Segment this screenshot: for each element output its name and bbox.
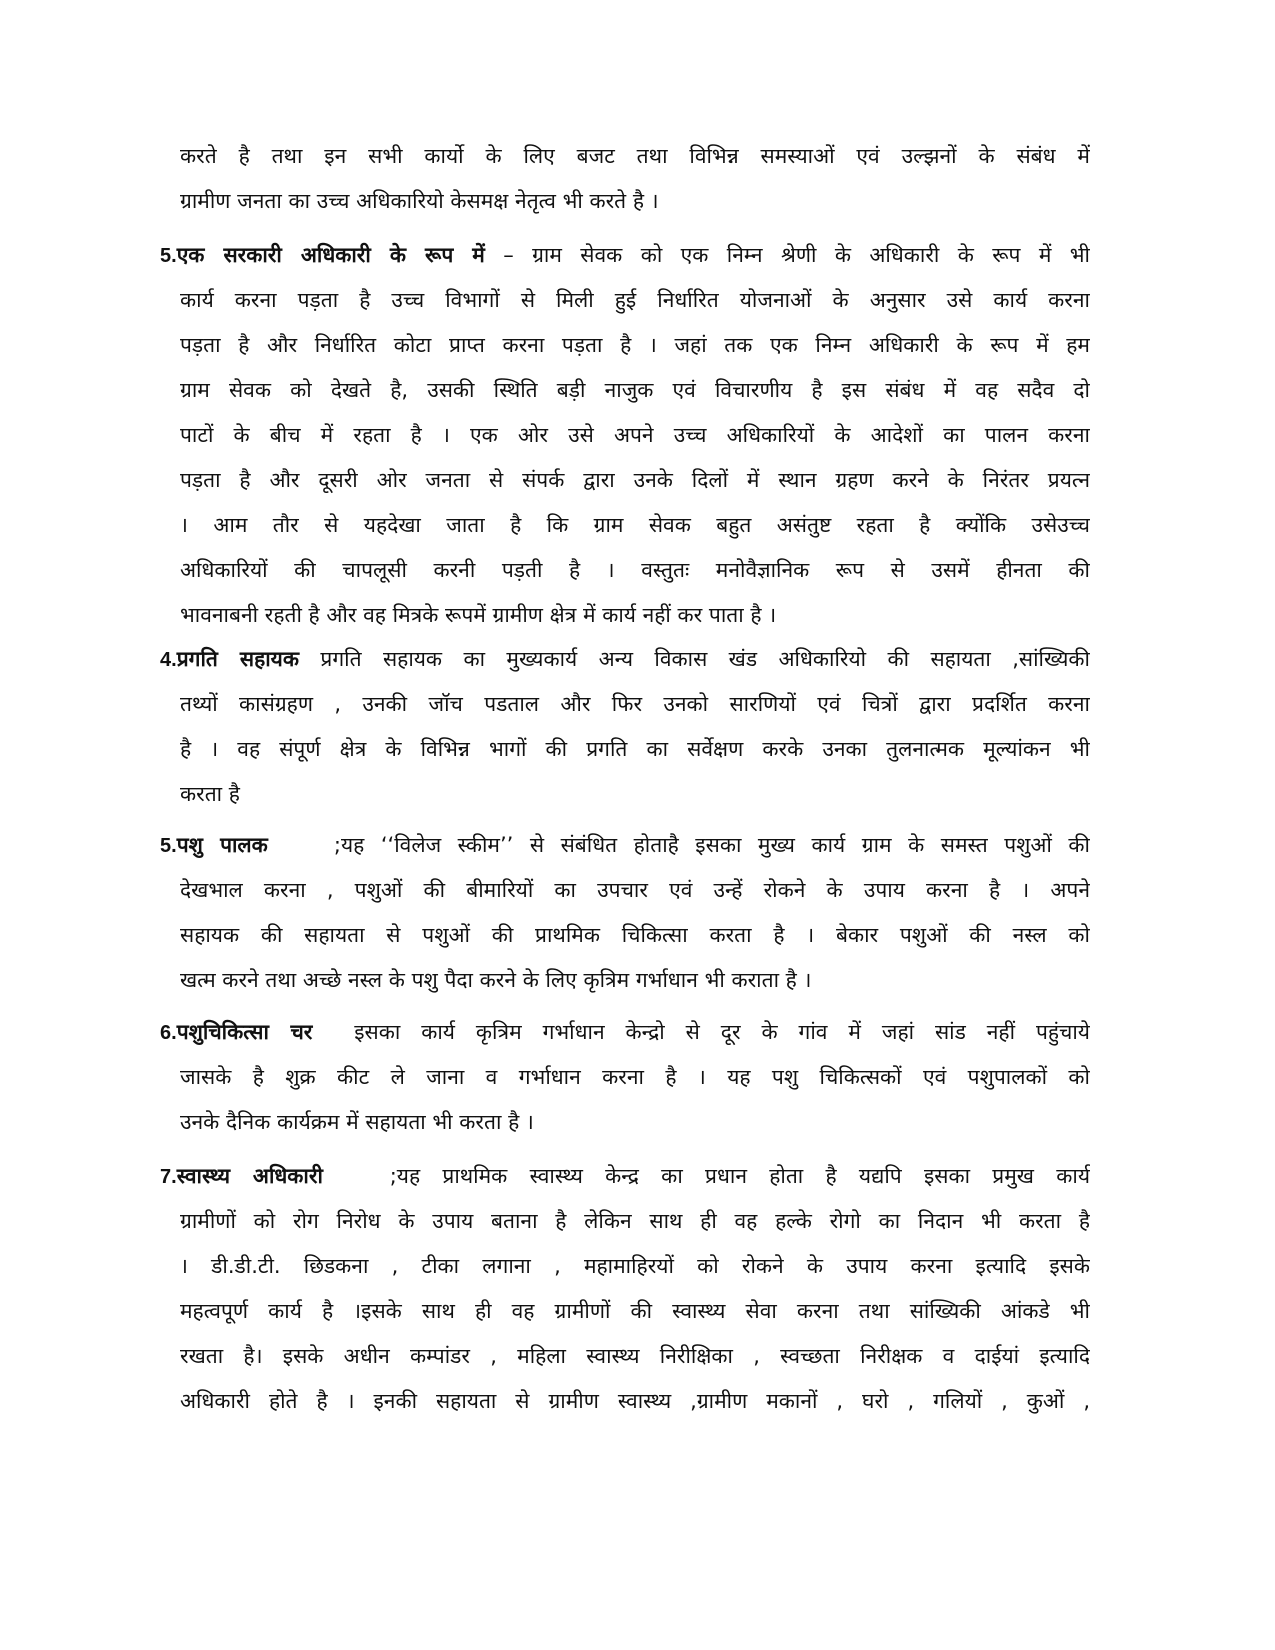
text-line: । आम तौर से यहदेखा जाता है कि ग्राम सेवक बहुत असंतुष्ट रहता है क्योंकि उसेउच्च [180, 513, 1090, 537]
section-text: इसका कार्य कृत्रिम गर्भाधान केन्द्रो से दूर के गांव में जहां सांड नहीं पहुंचाये [312, 1020, 1090, 1044]
section-health-officer [160, 1154, 1090, 1424]
section-animal-husbandry [160, 823, 1090, 1003]
text-line: अधिकारी होते है । इनकी सहायता से ग्रामीण स्वास्थ्य ,ग्रामीण मकानों , घरो , गलियों , कुओं , [180, 1389, 1090, 1413]
section-text: ;यह प्राथमिक स्वास्थ्य केन्द्र का प्रधान होता है यद्यपि इसका प्रमुख कार्य [322, 1164, 1090, 1188]
text-line: महत्वपूर्ण कार्य है ।इसके साथ ही वह ग्रामीणों की स्वास्थ्य सेवा करना तथा सांख्यिकी आंकडे भी [180, 1299, 1090, 1323]
section-text: प्रगति सहायक का मुख्यकार्य अन्य विकास खंड अधिकारियो की सहायता ,सांख्यिकी [299, 647, 1090, 671]
section-text: – ग्राम सेवक को एक निम्न श्रेणी के अधिकारी के रूप में भी [484, 243, 1090, 267]
text-line: ग्रामीण जनता का उच्च अधिकारियो केसमक्ष नेतृत्व भी करते है । [180, 189, 659, 213]
section-heading: पशु पालक [176, 833, 268, 857]
section-number: 6. [160, 1022, 177, 1044]
section-heading: स्वास्थ्य अधिकारी [176, 1164, 323, 1188]
text-line: उनके दैनिक कार्यक्रम में सहायता भी करता है । [180, 1110, 534, 1134]
section-number: 7. [160, 1166, 177, 1188]
text-line: रखता है। इसके अधीन कम्पांडर , महिला स्वास्थ्य निरीक्षिका , स्वच्छता निरीक्षक व दाईयां इत्यादि [180, 1344, 1090, 1368]
text-line: अधिकारियों की चापलूसी करनी पड़ती है । वस्तुतः मनोवैज्ञानिक रूप से उसमें हीनता की [180, 558, 1090, 582]
text-line: कार्य करना पड़ता है उच्च विभागों से मिली हुई निर्धारित योजनाओं के अनुसार उसे कार्य करना [180, 288, 1090, 312]
section-first-line [160, 1154, 1090, 1199]
text-line: पड़ता है और दूसरी ओर जनता से संपर्क द्वारा उनके दिलों में स्थान ग्रहण करने के निरंतर प्रयत्न [180, 468, 1090, 492]
section-first-line [160, 233, 1090, 278]
section-number: 5. [160, 835, 177, 857]
section-number: 4. [160, 649, 177, 671]
text-line: करते है तथा इन सभी कार्यो के लिए बजट तथा विभिन्न समस्याओं एवं उल्झनों के संबंध में [180, 144, 1090, 168]
section-first-line [160, 1010, 1090, 1055]
section-text: ;यह ‘‘विलेज स्कीम’’ से संबंधित होताहै इसका मुख्य कार्य ग्राम के समस्त पशुओं की [267, 833, 1090, 857]
section-veterinary-worker [160, 1010, 1090, 1145]
section-heading: एक सरकारी अधिकारी के रूप में [176, 243, 485, 267]
text-line: ग्रामीणों को रोग निरोध के उपाय बताना है लेकिन साथ ही वह हल्के रोगो का निदान भी करता है [180, 1209, 1090, 1233]
text-line: करता है [180, 782, 240, 806]
section-government-officer [160, 233, 1090, 638]
text-line: पाटों के बीच में रहता है । एक ओर उसे अपने उच्च अधिकारियों के आदेशों का पालन करना [180, 423, 1090, 447]
text-line: है । वह संपूर्ण क्षेत्र के विभिन्न भागों की प्रगति का सर्वेक्षण करके उनका तुलनात्मक मूल्यांकन भी [180, 737, 1090, 761]
text-line: ग्राम सेवक को देखते है, उसकी स्थिति बड़ी नाजुक एवं विचारणीय है इस संबंध में वह सदैव दो [180, 378, 1090, 402]
text-line: देखभाल करना , पशुओं की बीमारियों का उपचार एवं उन्हें रोकने के उपाय करना है । अपने [180, 878, 1090, 902]
text-line: सहायक की सहायता से पशुओं की प्राथमिक चिकित्सा करता है । बेकार पशुओं की नस्ल को [180, 923, 1090, 947]
text-line: जासके है शुक्र कीट ले जाना व गर्भाधान करना है । यह पशु चिकित्सकों एवं पशुपालकों को [180, 1065, 1090, 1089]
text-line: खत्म करने तथा अच्छे नस्ल के पशु पैदा करने के लिए कृत्रिम गर्भाधान भी कराता है । [180, 968, 812, 992]
text-line: पड़ता है और निर्धारित कोटा प्राप्त करना पड़ता है । जहां तक एक निम्न अधिकारी के रूप में हम [180, 333, 1090, 357]
text-line: भावनाबनी रहती है और वह मित्रके रूपमें ग्रामीण क्षेत्र में कार्य नहीं कर पाता है । [180, 603, 777, 627]
text-line: तथ्यों कासंग्रहण , उनकी जॉच पडताल और फिर उनको सारणियों एवं चित्रों द्वारा प्रदर्शित करना [180, 692, 1090, 716]
section-heading: पशुचिकित्सा चर [176, 1020, 313, 1044]
text-line: । डी.डी.टी. छिडकना , टीका लगाना , महामाहिरयों को रोकने के उपाय करना इत्यादि इसके [180, 1254, 1090, 1278]
paragraph-continuation [160, 134, 1090, 224]
section-progress-assistant [160, 637, 1090, 817]
section-heading: प्रगति सहायक [176, 647, 299, 671]
section-number: 5. [160, 245, 177, 267]
section-first-line [160, 637, 1090, 682]
section-first-line [160, 823, 1090, 868]
